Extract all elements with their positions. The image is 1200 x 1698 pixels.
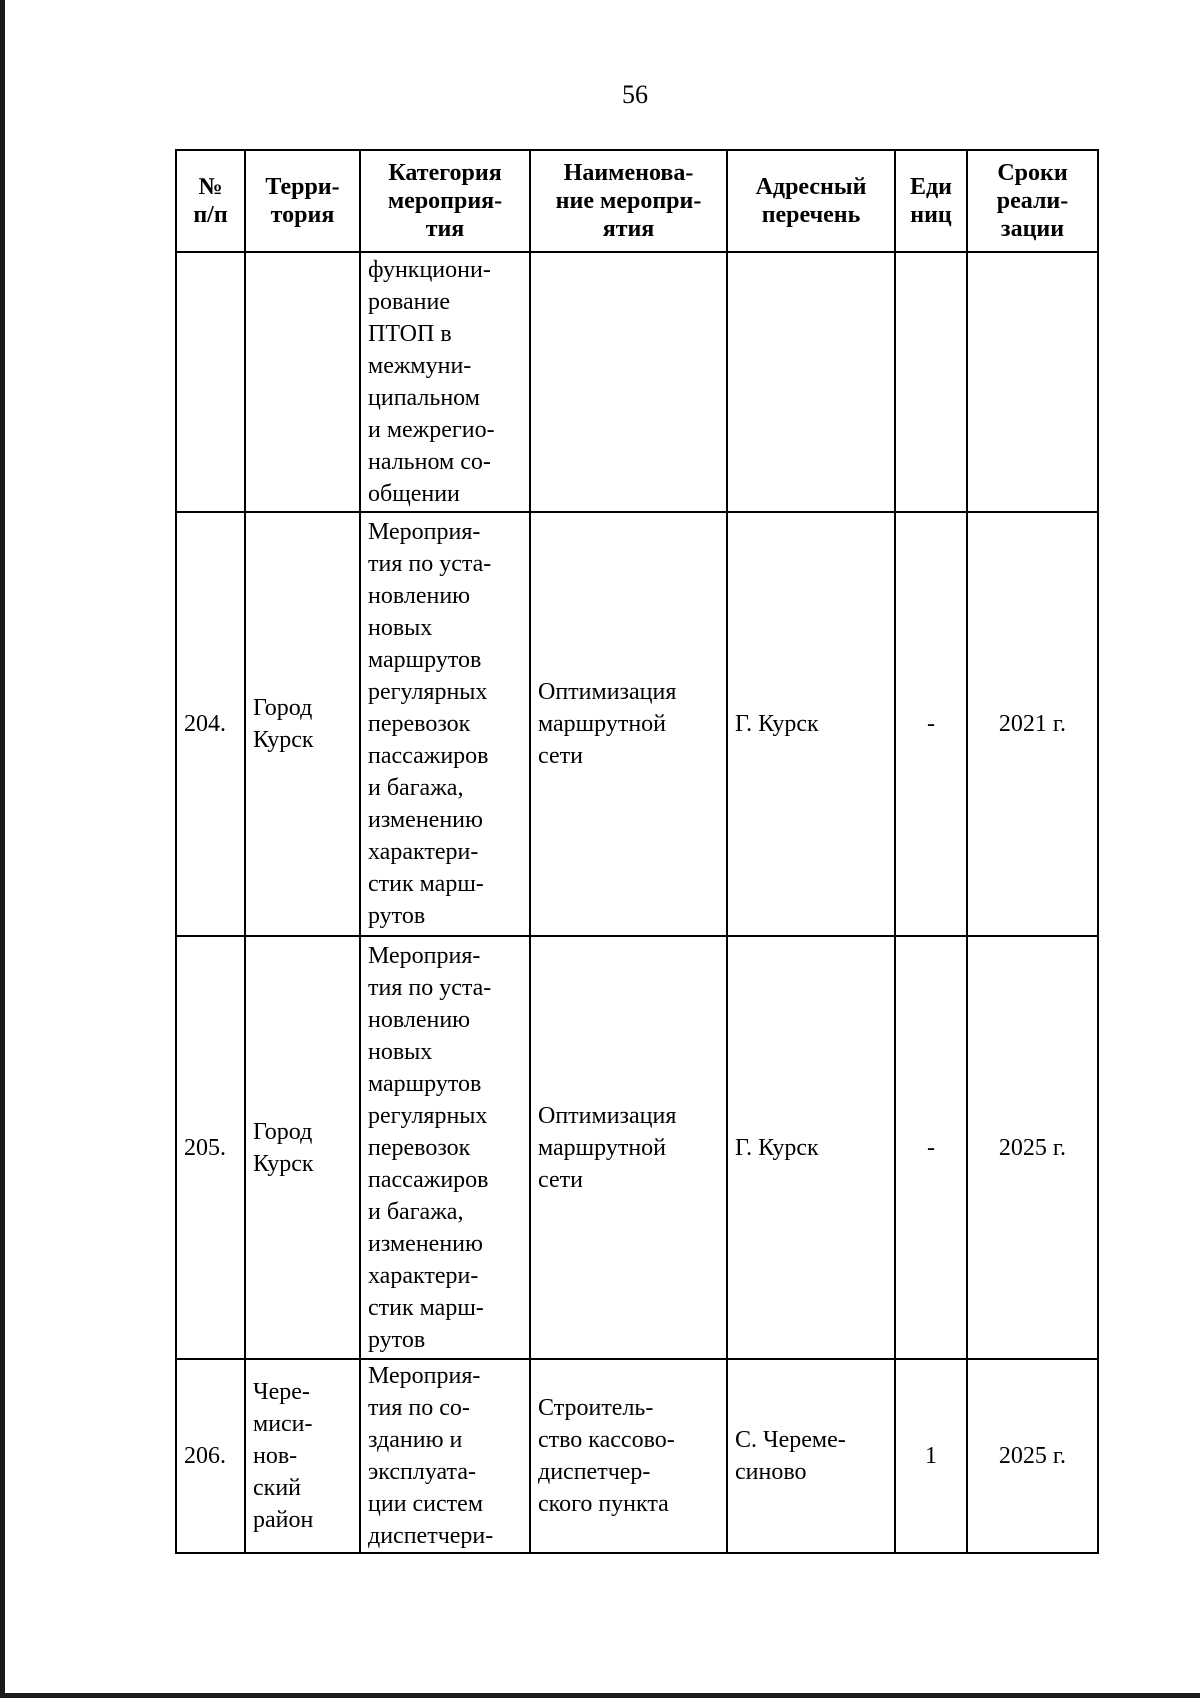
cell-category: Мероприя- тия по уста- новлению новых маршрутов регулярных перевозок пассажиров и багажа, изменению характери- стик марш- рутов xyxy=(360,936,530,1359)
table-row xyxy=(176,1359,1098,1553)
header-terms: Сроки реали- зации xyxy=(967,150,1098,252)
cell-territory: Чере- миси- нов- ский район xyxy=(245,1359,360,1553)
table-row-continuation xyxy=(176,252,1098,512)
cell-term: 2021 г. xyxy=(967,512,1098,936)
header-units: Еди ниц xyxy=(895,150,967,252)
cell-address: Г. Курск xyxy=(727,936,895,1359)
cell-category: Мероприя- тия по со- зданию и эксплуата- ции систем диспетчери- xyxy=(360,1359,530,1553)
cell-number: 204. xyxy=(176,512,245,936)
cell-term: 2025 г. xyxy=(967,936,1098,1359)
scan-edge-bottom xyxy=(0,1693,1200,1698)
cell-territory: Город Курск xyxy=(245,936,360,1359)
cell-measure-name xyxy=(530,252,727,512)
cell-category: функциони- рование ПТОП в межмуни- ципальном и межрегио- нальном со- общении xyxy=(360,252,530,512)
table-row xyxy=(176,936,1098,1359)
cell-address: Г. Курск xyxy=(727,512,895,936)
header-measure-name: Наименова- ние меропри- ятия xyxy=(530,150,727,252)
cell-number: 205. xyxy=(176,936,245,1359)
header-number: № п/п xyxy=(176,150,245,252)
header-row xyxy=(176,150,1098,252)
cell-number xyxy=(176,252,245,512)
cell-measure-name: Оптимизация маршрутной сети xyxy=(530,936,727,1359)
header-category: Категория мероприя- тия xyxy=(360,150,530,252)
scan-edge-left xyxy=(0,0,5,1698)
cell-term: 2025 г. xyxy=(967,1359,1098,1553)
measures-table xyxy=(175,149,1099,1554)
cell-address xyxy=(727,252,895,512)
cell-number: 206. xyxy=(176,1359,245,1553)
cell-territory: Город Курск xyxy=(245,512,360,936)
cell-term xyxy=(967,252,1098,512)
cell-territory xyxy=(245,252,360,512)
header-address-list: Адресный перечень xyxy=(727,150,895,252)
table-row xyxy=(176,512,1098,936)
cell-units: - xyxy=(895,512,967,936)
cell-units: 1 xyxy=(895,1359,967,1553)
cell-measure-name: Оптимизация маршрутной сети xyxy=(530,512,727,936)
cell-category: Мероприя- тия по уста- новлению новых маршрутов регулярных перевозок пассажиров и багажа, изменению характери- стик марш- рутов xyxy=(360,512,530,936)
cell-address: С. Череме- синово xyxy=(727,1359,895,1553)
cell-units: - xyxy=(895,936,967,1359)
header-territory: Терри- тория xyxy=(245,150,360,252)
page-number: 56 xyxy=(622,80,648,109)
cell-measure-name: Строитель- ство кассово- диспетчер- ского пункта xyxy=(530,1359,727,1553)
cell-units xyxy=(895,252,967,512)
